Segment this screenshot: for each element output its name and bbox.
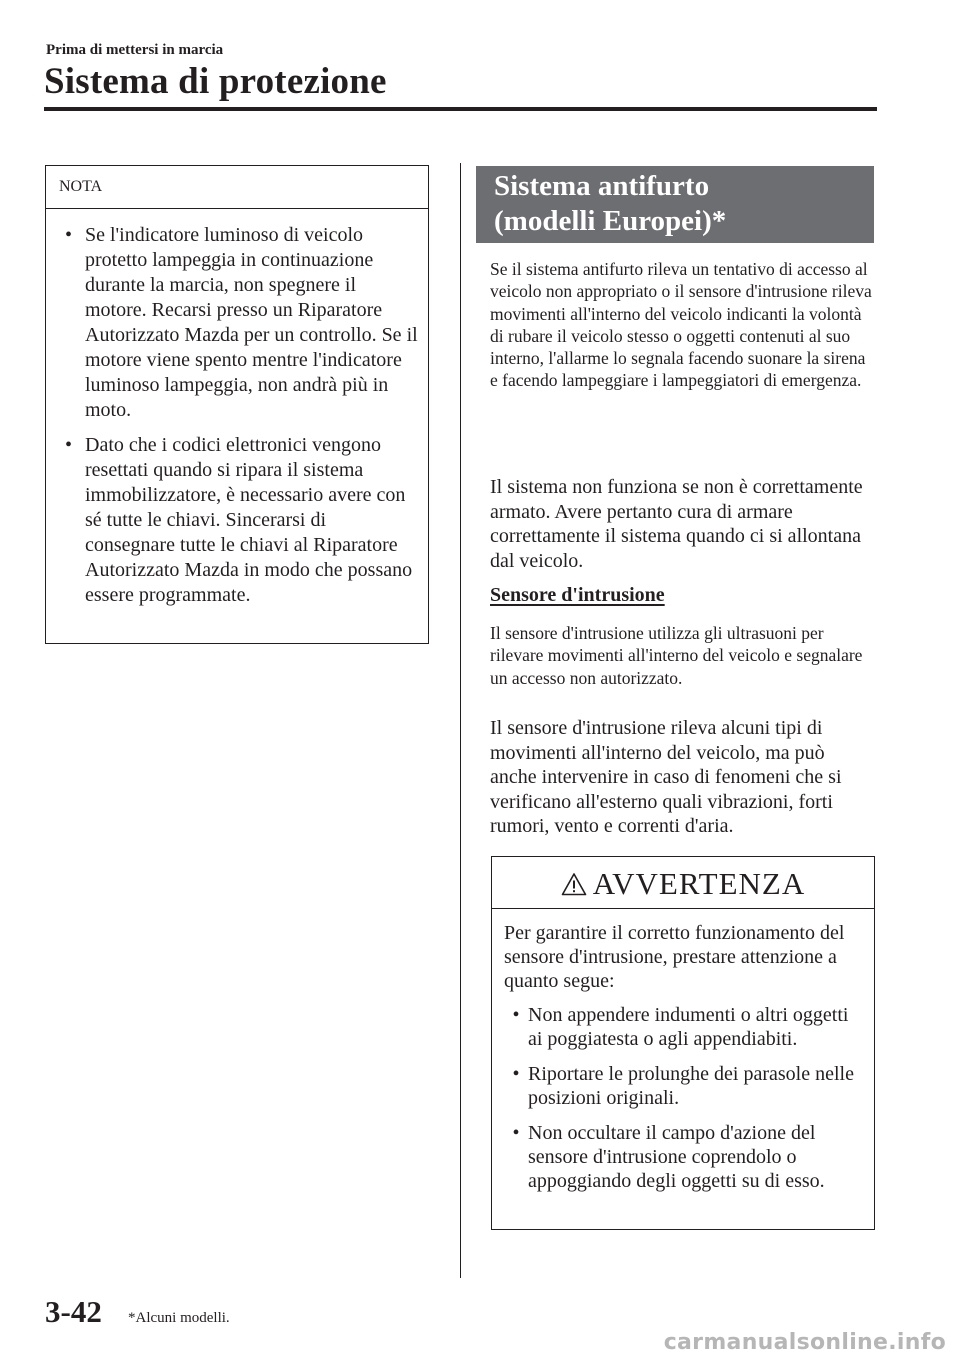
warning-bullet xyxy=(504,1062,864,1110)
warning-intro: Per garantire il corretto funzionamento del sensore d'intrusione, prestare attenzione a quanto segue: xyxy=(504,922,845,992)
bullet-icon: • xyxy=(512,1122,520,1144)
page-number: 3-42 xyxy=(45,1294,102,1329)
sensor-detail-paragraph: Il sensore d'intrusione rileva alcuni tipi di movimenti all'interno del veicolo, ma può anche intervenire in caso di fenomeni che si verificano all'esterno quali vibrazioni, forti rumori, vento e correnti d'aria. xyxy=(490,717,842,837)
note-bullet xyxy=(65,223,418,423)
warning-label: AVVERTENZA xyxy=(592,865,806,901)
note-body xyxy=(46,209,428,608)
subheading: Sensore d'intrusione xyxy=(490,584,665,606)
bullet-icon: • xyxy=(65,224,73,246)
note-box xyxy=(45,165,429,644)
footnote: *Alcuni modelli. xyxy=(128,1310,230,1326)
warning-body xyxy=(492,909,874,1193)
watermark: carmanualsonline.info xyxy=(663,1330,946,1355)
note-bullet xyxy=(65,433,418,608)
warning-bullet-text: Non appendere indumenti o altri oggetti ai poggiatesta o agli appendiabiti. xyxy=(528,1004,849,1050)
column-divider xyxy=(460,163,461,1278)
note-bullet-text: Dato che i codici elettronici vengono resettati quando si ripara il sistema immobilizzatore, è necessario avere con sé tutte le chiavi. Sincerarsi di consegnare tutte le chiavi al Riparatore Autorizzato Mazda in modo che possano essere programmate. xyxy=(85,434,413,606)
warning-bullet-text: Non occultare il campo d'azione del sensore d'intrusione coprendolo o appoggiando degli oggetti su di esso. xyxy=(528,1122,825,1192)
section-heading xyxy=(476,166,874,243)
note-label: NOTA xyxy=(46,166,428,209)
bullet-icon: • xyxy=(512,1004,520,1026)
warning-box xyxy=(491,856,875,1230)
section-label: Prima di mettersi in marcia xyxy=(46,42,224,58)
note-bullet-text: Se l'indicatore luminoso di veicolo protetto lampeggia in continuazione durante la marcia, non spegnere il motore. Recarsi presso un Riparatore Autorizzato Mazda per un controllo. Se il motore viene spento mentre l'indicatore luminoso lampeggia, non andrà più in moto. xyxy=(85,224,418,421)
section-heading-line1: Sistema antifurto xyxy=(494,170,710,202)
warning-bullet-text: Riportare le prolunghe dei parasole nelle posizioni originali. xyxy=(528,1063,854,1109)
warning-triangle-icon xyxy=(561,872,587,896)
arming-paragraph: Il sistema non funziona se non è correttamente armato. Avere pertanto cura di armare correttamente il sistema quando ci si allontana dal veicolo. xyxy=(490,476,863,572)
bullet-icon: • xyxy=(512,1063,520,1085)
bullet-icon: • xyxy=(65,434,73,456)
title-rule xyxy=(44,107,877,111)
warning-header xyxy=(492,857,874,909)
section-heading-line2: (modelli Europei)* xyxy=(494,205,727,237)
sensor-paragraph: Il sensore d'intrusione utilizza gli ultrasuoni per rilevare movimenti all'interno del veicolo e segnalare un accesso non autorizzato. xyxy=(490,623,863,688)
intro-paragraph: Se il sistema antifurto rileva un tentativo di accesso al veicolo non appropriato o il sensore d'intrusione rileva movimenti all'interno del veicolo indicanti la volontà di rubare il veicolo stesso o oggetti contenuti al suo interno, l'allarme lo segnala facendo suonare la sirena e facendo lampeggiare i lampeggiatori di emergenza. xyxy=(490,259,872,391)
warning-bullet xyxy=(504,1121,864,1193)
warning-bullet xyxy=(504,1003,864,1051)
page-title: Sistema di protezione xyxy=(44,61,387,102)
